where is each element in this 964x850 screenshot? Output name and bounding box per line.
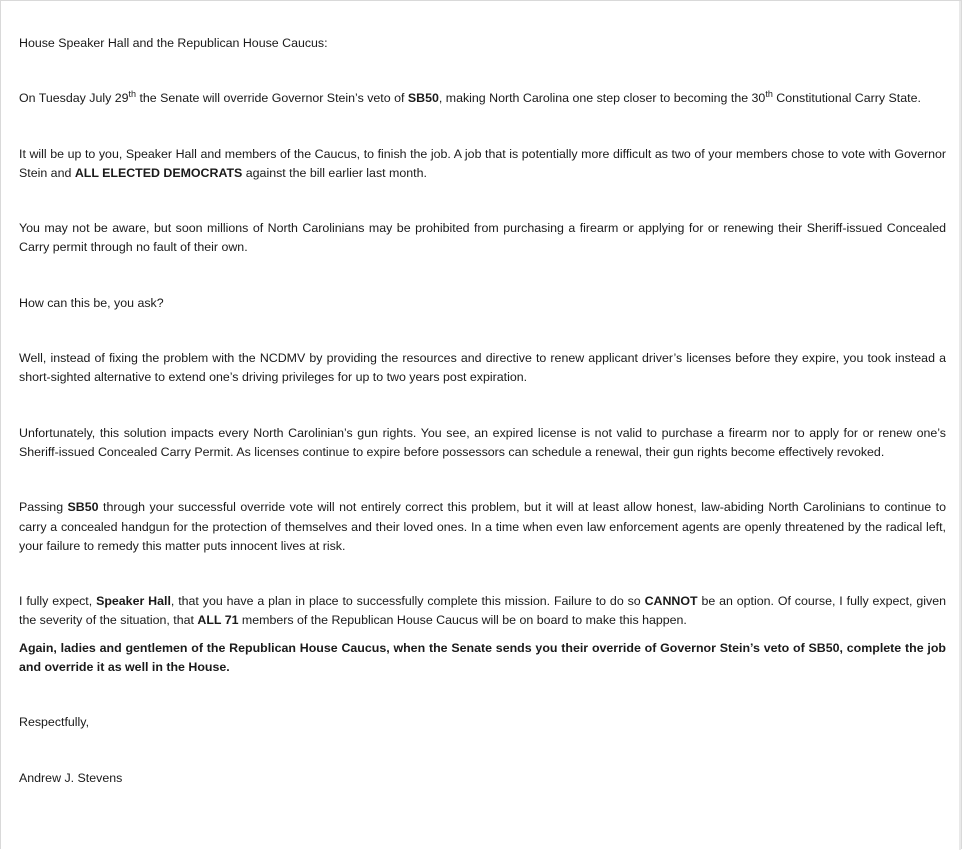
superscript: th: [128, 89, 137, 100]
text-run: Constitutional Carry State.: [772, 91, 921, 106]
text-run: be an option. Of course, I fully expect, given the severity of the situation, that: [19, 594, 946, 628]
text-run: through your successful override vote will not entirely correct this problem, but it will at least allow honest, law-abiding North Carolinians to continue to carry a concealed handgun for the protection of themselves and their loved ones. In a time when even law enforcement agents are openly threatened by the radical left, your failure to remedy this matter puts innocent lives at risk.: [19, 500, 946, 553]
emphasis-all-71: ALL 71: [197, 613, 239, 628]
text-run: I fully expect,: [19, 594, 97, 609]
text-run: Passing: [19, 500, 68, 515]
text-run: , making North Carolina one step closer to becoming the 30: [438, 91, 766, 106]
paragraph-ncdmv: Well, instead of fixing the problem with the NCDMV by providing the resources and directive to renew applicant driver’s licenses before they expire, you took instead a short-sighted alternative to extend one’s driving privileges for up to two years post expiration.: [19, 351, 946, 385]
text-run: On Tuesday July 29: [19, 91, 129, 106]
closing: Respectfully,: [19, 715, 90, 730]
signature: Andrew J. Stevens: [19, 770, 123, 785]
emphasis-democrats: ALL ELECTED DEMOCRATS: [74, 165, 243, 180]
salutation: House Speaker Hall and the Republican House Caucus:: [19, 36, 328, 50]
text-run: It will be up to you, Speaker Hall and members of the Caucus, to finish the job. A job that is potentially more difficult as two of your members chose to vote with Governor Stein and: [19, 146, 946, 180]
letter-body: [19, 34, 946, 788]
text-run: the Senate will override Governor Stein’s veto of: [136, 91, 408, 106]
paragraph-passing-sb50: [19, 498, 946, 556]
text-run: against the bill earlier last month.: [242, 165, 427, 180]
paragraph-not-aware: You may not be aware, but soon millions of North Carolinians may be prohibited from purchasing a firearm or applying for or renewing their Sheriff-issued Concealed Carry permit through no fault of their own.: [19, 221, 946, 255]
paragraph-question: How can this be, you ask?: [19, 295, 164, 310]
paragraph-gun-rights: Unfortunately, this solution impacts every North Carolinian’s gun rights. You see, an expired license is not valid to purchase a firearm nor to apply for or renew one’s Sheriff-issued Concealed Carry Permit. As licenses continue to expire before possessors can schedule a renewal, their gun rights become effectively revoked.: [19, 425, 946, 459]
text-run: members of the Republican House Caucus will be on board to make this happen.: [238, 613, 687, 628]
bill-name: SB50: [407, 91, 439, 106]
scrollbar-edge[interactable]: [959, 1, 961, 850]
superscript: th: [765, 89, 773, 100]
paragraph-senate-override: [19, 89, 946, 108]
emphasis-cannot: CANNOT: [644, 594, 698, 609]
text-run: , that you have a plan in place to successfully complete this mission. Failure to do so: [170, 594, 645, 609]
paragraph-expectation: [19, 592, 946, 631]
paragraph-finish-job: [19, 145, 946, 184]
call-to-action-text: Again, ladies and gentlemen of the Republican House Caucus, when the Senate sends you their override of Governor Stein’s veto of SB50, complete the job and override it as well in the House.: [19, 640, 946, 675]
bill-name: SB50: [67, 500, 99, 515]
emphasis-speaker: Speaker Hall: [96, 594, 171, 609]
paragraph-call-to-action: [19, 639, 946, 678]
